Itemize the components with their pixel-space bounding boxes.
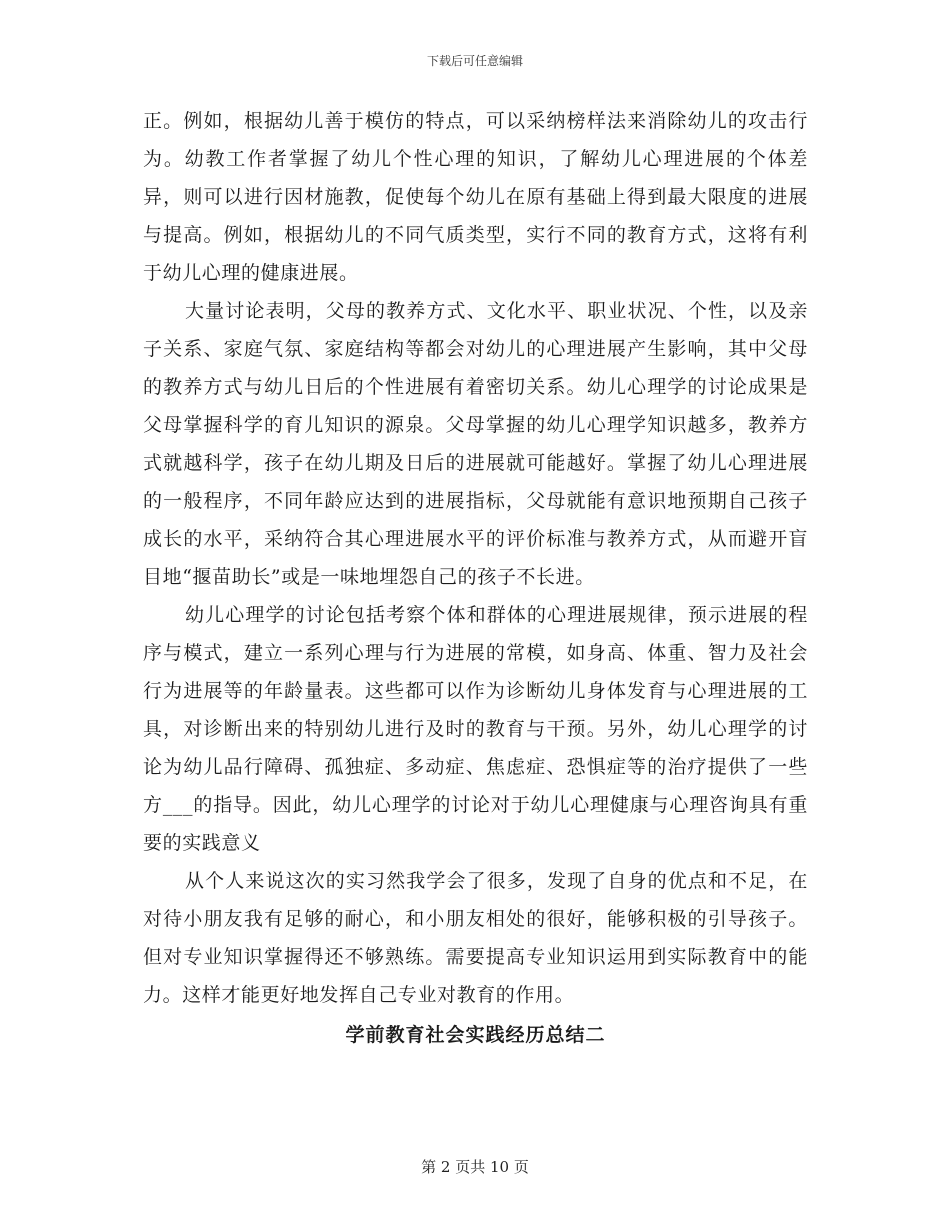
- paragraph-4: 从个人来说这次的实习然我学会了很多，发现了自身的优点和不足，在对待小朋友我有足够的耐心，和小朋友相处的很好，能够积极的引导孩子。但对专业知识掌握得还不够熟练。需要提高专业知识运用到实际教育中的能力。这样才能更好地发挥自己专业对教育的作用。: [143, 870, 808, 1006]
- section-title: 学前教育社会实践经历总结二: [345, 1024, 606, 1046]
- document-body: [143, 102, 808, 1056]
- page-header: 下载后可任意编辑: [426, 54, 523, 68]
- paragraph-3: 幼儿心理学的讨论包括考察个体和群体的心理进展规律，预示进展的程序与模式，建立一系列心理与行为进展的常模，如身高、体重、智力及社会行为进展等的年龄量表。这些都可以作为诊断幼儿身体发育与心理进展的工具，对诊断出来的特别幼儿进行及时的教育与干预。另外，幼儿心理学的讨论为幼儿品行障碍、孤独症、多动症、焦虑症、恐惧症等的治疗提供了一些方___的指导。因此，幼儿心理学的讨论对于幼儿心理健康与心理咨询具有重要的实践意义: [143, 604, 808, 854]
- paragraph-2: 大量讨论表明，父母的教养方式、文化水平、职业状况、个性，以及亲子关系、家庭气氛、家庭结构等都会对幼儿的心理进展产生影响，其中父母的教养方式与幼儿日后的个性进展有着密切关系。幼儿心理学的讨论成果是父母掌握科学的育儿知识的源泉。父母掌握的幼儿心理学知识越多，教养方式就越科学，孩子在幼儿期及日后的进展就可能越好。掌握了幼儿心理进展的一般程序，不同年龄应达到的进展指标，父母就能有意识地预期自己孩子成长的水平，采纳符合其心理进展水平的评价标准与教养方式，从而避开盲目地“揠苗助长”或是一味地埋怨自己的孩子不长进。: [143, 300, 808, 588]
- paragraph-1: 正。例如，根据幼儿善于模仿的特点，可以采纳榜样法来消除幼儿的攻击行为。幼教工作者掌握了幼儿个性心理的知识，了解幼儿心理进展的个体差异，则可以进行因材施教，促使每个幼儿在原有基础上得到最大限度的进展与提高。例如，根据幼儿的不同气质类型，实行不同的教育方式，这将有利于幼儿心理的健康进展。: [143, 110, 808, 284]
- page-footer: 第 2 页共 10 页: [421, 1158, 529, 1176]
